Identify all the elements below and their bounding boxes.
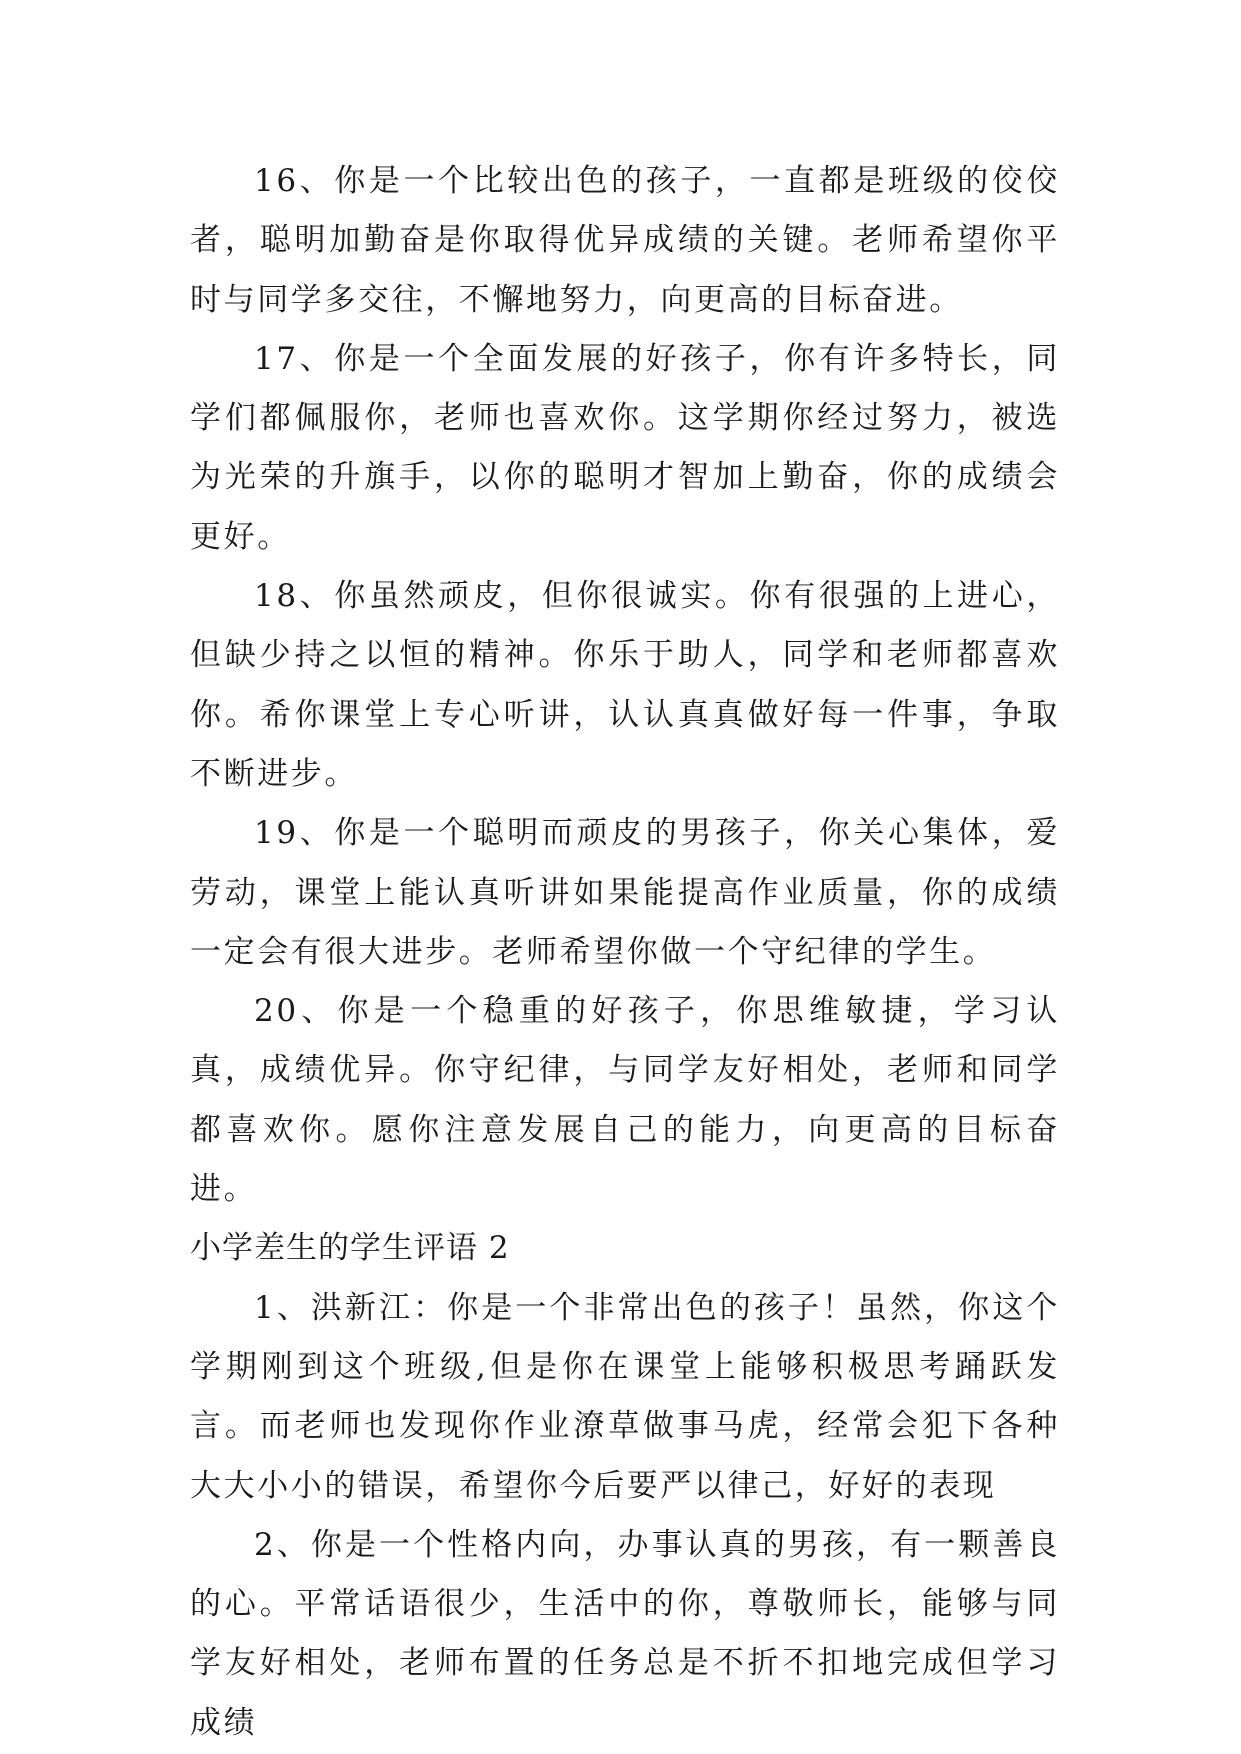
document-body <box>190 152 1060 1753</box>
comment-paragraph-20: 20、你是一个稳重的好孩子，你思维敏捷，学习认真，成绩优异。你守纪律，与同学友好相处，老师和同学都喜欢你。愿你注意发展自己的能力，向更高的目标奋进。 <box>190 993 1060 1208</box>
comment-paragraph-16: 16、你是一个比较出色的孩子，一直都是班级的佼佼者，聪明加勤奋是你取得优异成绩的关键。老师希望你平时与同学多交往，不懈地努力，向更高的目标奋进。 <box>190 163 1060 318</box>
comment-paragraph-18: 18、你虽然顽皮，但你很诚实。你有很强的上进心，但缺少持之以恒的精神。你乐于助人，同学和老师都喜欢你。希你课堂上专心听讲，认认真真做好每一件事，争取不断进步。 <box>190 578 1060 792</box>
comment-paragraph-19: 19、你是一个聪明而顽皮的男孩子，你关心集体，爱劳动，课堂上能认真听讲如果能提高作业质量，你的成绩一定会有很大进步。老师希望你做一个守纪律的学生。 <box>190 815 1060 970</box>
comment-paragraph-17: 17、你是一个全面发展的好孩子，你有许多特长，同学们都佩服你，老师也喜欢你。这学期你经过努力，被选为光荣的升旗手，以你的聪明才智加上勤奋，你的成绩会更好。 <box>190 340 1060 555</box>
comment-paragraph-1: 1、洪新江：你是一个非常出色的孩子！虽然，你这个学期刚到这个班级,但是你在课堂上能够积极思考踊跃发言。而老师也发现你作业潦草做事马虎，经常会犯下各种大大小小的错误，希望你今后要严以律己，好好的表现 <box>190 1289 1060 1504</box>
comment-paragraph-2: 2、你是一个性格内向，办事认真的男孩，有一颗善良的心。平常话语很少，生活中的你，尊敬师长，能够与同学友好相处，老师布置的任务总是不折不扣地完成但学习成绩 <box>190 1526 1060 1741</box>
section-heading: 小学差生的学生评语 2 <box>190 1230 510 1267</box>
